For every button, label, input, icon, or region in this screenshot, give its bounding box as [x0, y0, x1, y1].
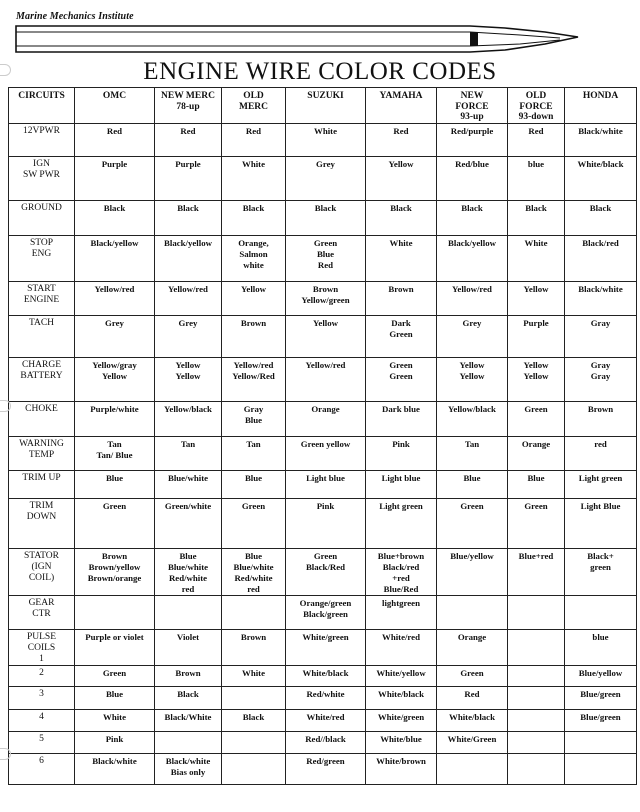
wire-color-cell: Tan [437, 437, 508, 471]
wire-color-cell: White/yellow [366, 666, 437, 687]
wire-color-cell: Black [155, 687, 222, 710]
table-row [9, 630, 637, 666]
circuit-label: 4 [9, 710, 75, 732]
wire-color-cell: Black/white [75, 754, 155, 785]
circuit-label: PULSE COILS 1 [9, 630, 75, 666]
table-row [9, 754, 637, 785]
wire-color-cell: Black/yellow [437, 236, 508, 282]
wire-color-cell: Tan [155, 437, 222, 471]
wire-color-cell: Yellow [222, 282, 286, 316]
wire-color-cell: Black/yellow [75, 236, 155, 282]
wire-color-cell: Red/white [286, 687, 366, 710]
table-row [9, 549, 637, 596]
wire-color-cell: Black/white [565, 124, 637, 157]
wire-color-cell: White/Green [437, 732, 508, 754]
page-title: ENGINE WIRE COLOR CODES [143, 58, 497, 85]
wire-color-cell: Blue/yellow [437, 549, 508, 596]
wire-color-cell: White/red [286, 710, 366, 732]
wire-color-cell: Blue [222, 471, 286, 499]
wire-color-cell: Green [222, 499, 286, 549]
wire-color-cell: Pink [366, 437, 437, 471]
wire-color-cell [75, 596, 155, 630]
wire-color-cell: Blue/yellow [565, 666, 637, 687]
wire-color-cell: Red [437, 687, 508, 710]
column-header: SUZUKI [286, 88, 366, 124]
table-row [9, 471, 637, 499]
wire-color-cell [565, 754, 637, 785]
wire-color-cell: White [222, 666, 286, 687]
wire-color-cell: Green [75, 499, 155, 549]
wire-color-cell: Red [222, 124, 286, 157]
wire-color-cell: Red/purple [437, 124, 508, 157]
circuit-label: CHARGE BATTERY [9, 358, 75, 402]
wire-color-cell: Yellow [508, 282, 565, 316]
wire-color-cell: Blue [508, 471, 565, 499]
table-row [9, 236, 637, 282]
wire-color-cell [155, 596, 222, 630]
wire-color-cell [155, 732, 222, 754]
wire-color-cell: Red [155, 124, 222, 157]
wire-color-cell [508, 754, 565, 785]
wire-color-cell: Yellow/gray Yellow [75, 358, 155, 402]
wire-color-cell: Red [366, 124, 437, 157]
wire-color-cell: Light green [366, 499, 437, 549]
wire-color-cell: Black/White [155, 710, 222, 732]
wire-color-cell: Tan [222, 437, 286, 471]
wire-color-cell: Grey [75, 316, 155, 358]
circuit-label: IGN SW PWR [9, 157, 75, 201]
column-header: NEW FORCE 93-up [437, 88, 508, 124]
wire-color-cell [508, 630, 565, 666]
wire-color-cell: Yellow/red [286, 358, 366, 402]
wire-color-cell [508, 666, 565, 687]
table-row [9, 732, 637, 754]
wire-color-table [8, 87, 637, 785]
wire-color-cell: Black [222, 201, 286, 236]
wire-color-cell: Purple [155, 157, 222, 201]
wire-color-cell [508, 710, 565, 732]
wire-color-cell: White/green [366, 710, 437, 732]
wire-color-cell [565, 596, 637, 630]
wire-color-cell: Black/white [565, 282, 637, 316]
wire-color-cell: Green [437, 499, 508, 549]
wire-color-cell: Red [508, 124, 565, 157]
circuit-label: 6 [9, 754, 75, 785]
table-row [9, 596, 637, 630]
wire-color-cell: Violet [155, 630, 222, 666]
wire-color-cell: Blue/green [565, 710, 637, 732]
wire-color-cell: White/blue [366, 732, 437, 754]
wire-color-cell: Green [75, 666, 155, 687]
wire-color-cell: White [222, 157, 286, 201]
table-row [9, 157, 637, 201]
wire-color-cell: Black [508, 201, 565, 236]
wire-color-cell: Green [437, 666, 508, 687]
wire-color-cell: Gray [565, 316, 637, 358]
wire-color-cell: Red//black [286, 732, 366, 754]
circuit-label: GEAR CTR [9, 596, 75, 630]
wire-color-cell: Black [155, 201, 222, 236]
wire-color-cell: Yellow/black [437, 402, 508, 437]
wire-color-cell: White/black [437, 710, 508, 732]
institute-name: Marine Mechanics Institute [16, 11, 134, 22]
wire-color-cell: Pink [286, 499, 366, 549]
wire-color-cell: blue [508, 157, 565, 201]
wire-color-cell: Purple/white [75, 402, 155, 437]
wire-color-cell: Brown Brown/yellow Brown/orange [75, 549, 155, 596]
wire-color-cell [222, 754, 286, 785]
circuit-label: 3 [9, 687, 75, 710]
wire-color-cell: White/green [286, 630, 366, 666]
wire-color-cell: Black [75, 201, 155, 236]
circuit-label: STOP ENG [9, 236, 75, 282]
wire-color-cell: White [75, 710, 155, 732]
wire-color-cell [508, 596, 565, 630]
wire-color-cell: Yellow/red [437, 282, 508, 316]
wire-color-cell [437, 754, 508, 785]
wire-color-cell: Light blue [286, 471, 366, 499]
circuit-label: 5 [9, 732, 75, 754]
circuit-label: TACH [9, 316, 75, 358]
column-header: NEW MERC 78-up [155, 88, 222, 124]
wire-color-cell: Grey [155, 316, 222, 358]
wire-color-cell: Black [437, 201, 508, 236]
wire-color-cell: Blue/green [565, 687, 637, 710]
wire-color-cell: Pink [75, 732, 155, 754]
wire-color-cell: Orange, Salmon white [222, 236, 286, 282]
wire-color-cell: Green/white [155, 499, 222, 549]
wire-color-cell: Black [222, 710, 286, 732]
wire-color-cell: White/red [366, 630, 437, 666]
wire-color-cell: Brown [222, 630, 286, 666]
wire-color-cell: Yellow [286, 316, 366, 358]
column-header: OLD FORCE 93-down [508, 88, 565, 124]
wire-color-cell: Red/green [286, 754, 366, 785]
wire-color-cell: blue [565, 630, 637, 666]
circuit-label: TRIM DOWN [9, 499, 75, 549]
wire-color-cell: Red [75, 124, 155, 157]
wire-color-cell: Yellow Yellow [155, 358, 222, 402]
wire-color-cell: Light green [565, 471, 637, 499]
wire-color-cell: Tan Tan/ Blue [75, 437, 155, 471]
wire-color-cell: Black [366, 201, 437, 236]
wire-color-cell: White/black [366, 687, 437, 710]
table-row [9, 282, 637, 316]
wire-color-cell [437, 596, 508, 630]
wire-color-cell: White/black [286, 666, 366, 687]
table-row [9, 710, 637, 732]
wire-color-cell: Yellow/red [75, 282, 155, 316]
wire-color-cell: Blue [75, 687, 155, 710]
circuit-label: 2 [9, 666, 75, 687]
wire-color-cell: lightgreen [366, 596, 437, 630]
circuit-label: TRIM UP [9, 471, 75, 499]
wire-color-cell: Blue Blue/white Red/white red [222, 549, 286, 596]
wire-color-cell: Blue [75, 471, 155, 499]
wire-color-cell: White/brown [366, 754, 437, 785]
wire-color-cell: Brown Yellow/green [286, 282, 366, 316]
table-row [9, 358, 637, 402]
table-row [9, 201, 637, 236]
wire-color-cell: White [366, 236, 437, 282]
wire-color-cell [222, 596, 286, 630]
table-row [9, 437, 637, 471]
wire-color-cell: Red/blue [437, 157, 508, 201]
wire-color-cell: Yellow [366, 157, 437, 201]
wire-color-cell: Blue Blue/white Red/white red [155, 549, 222, 596]
column-header: OMC [75, 88, 155, 124]
boat-hull-logo [0, 22, 600, 56]
wire-color-cell: Green Green [366, 358, 437, 402]
wire-color-cell: Purple [508, 316, 565, 358]
wire-color-cell: Brown [565, 402, 637, 437]
table-row [9, 687, 637, 710]
wire-color-cell: Orange [508, 437, 565, 471]
wire-color-cell: Green Black/Red [286, 549, 366, 596]
wire-color-cell: Black+ green [565, 549, 637, 596]
wire-color-cell [508, 687, 565, 710]
wire-color-cell: Orange [437, 630, 508, 666]
wire-color-cell: Green [508, 402, 565, 437]
wire-color-cell: Yellow/red Yellow/Red [222, 358, 286, 402]
table-body [9, 124, 637, 785]
wire-color-cell: Purple or violet [75, 630, 155, 666]
wire-color-cell: Yellow/red [155, 282, 222, 316]
wire-color-cell: Green Blue Red [286, 236, 366, 282]
column-header-circuits: CIRCUITS [9, 88, 75, 124]
circuit-label: STATOR (IGN COIL) [9, 549, 75, 596]
wire-color-cell: Blue+brown Black/red +red Blue/Red [366, 549, 437, 596]
wire-color-cell: Brown [155, 666, 222, 687]
wire-color-cell: Gray Blue [222, 402, 286, 437]
wire-color-cell: Blue/white [155, 471, 222, 499]
wire-color-cell [222, 687, 286, 710]
wire-color-cell: Black/white Bias only [155, 754, 222, 785]
table-row [9, 316, 637, 358]
table-row [9, 499, 637, 549]
circuit-label: GROUND [9, 201, 75, 236]
wire-color-cell: Green yellow [286, 437, 366, 471]
wire-color-cell: Blue [437, 471, 508, 499]
table-row [9, 666, 637, 687]
wire-color-cell: Black/red [565, 236, 637, 282]
wire-color-cell: Yellow Yellow [508, 358, 565, 402]
wire-color-cell: Orange/green Black/green [286, 596, 366, 630]
wire-color-cell: Brown [222, 316, 286, 358]
circuit-label: 12VPWR [9, 124, 75, 157]
wire-color-cell: Green [508, 499, 565, 549]
wire-color-cell: Blue+red [508, 549, 565, 596]
wire-color-cell: Black/yellow [155, 236, 222, 282]
wire-color-cell: Grey [437, 316, 508, 358]
wire-color-cell [222, 732, 286, 754]
wire-color-cell: Dark Green [366, 316, 437, 358]
wire-color-cell [508, 732, 565, 754]
wire-color-cell: Purple [75, 157, 155, 201]
wire-color-cell: Orange [286, 402, 366, 437]
wire-color-cell: Light Blue [565, 499, 637, 549]
wire-color-cell: Light blue [366, 471, 437, 499]
wire-color-cell: Yellow/black [155, 402, 222, 437]
wire-color-cell: Black [565, 201, 637, 236]
circuit-label: WARNING TEMP [9, 437, 75, 471]
wire-color-cell [565, 732, 637, 754]
wire-color-cell: White [508, 236, 565, 282]
column-header: YAMAHA [366, 88, 437, 124]
wire-color-cell: Grey [286, 157, 366, 201]
circuit-label: CHOKE [9, 402, 75, 437]
column-header: OLD MERC [222, 88, 286, 124]
column-header: HONDA [565, 88, 637, 124]
table-row [9, 402, 637, 437]
wire-color-cell: Brown [366, 282, 437, 316]
wire-color-cell: Black [286, 201, 366, 236]
circuit-label: START ENGINE [9, 282, 75, 316]
table-header-row [9, 88, 637, 124]
wire-color-cell: red [565, 437, 637, 471]
document-header [0, 0, 640, 94]
wire-color-cell: Dark blue [366, 402, 437, 437]
wire-color-cell: Gray Gray [565, 358, 637, 402]
wire-color-cell: White/black [565, 157, 637, 201]
wire-color-cell: White [286, 124, 366, 157]
wire-color-cell: Yellow Yellow [437, 358, 508, 402]
table-row [9, 124, 637, 157]
